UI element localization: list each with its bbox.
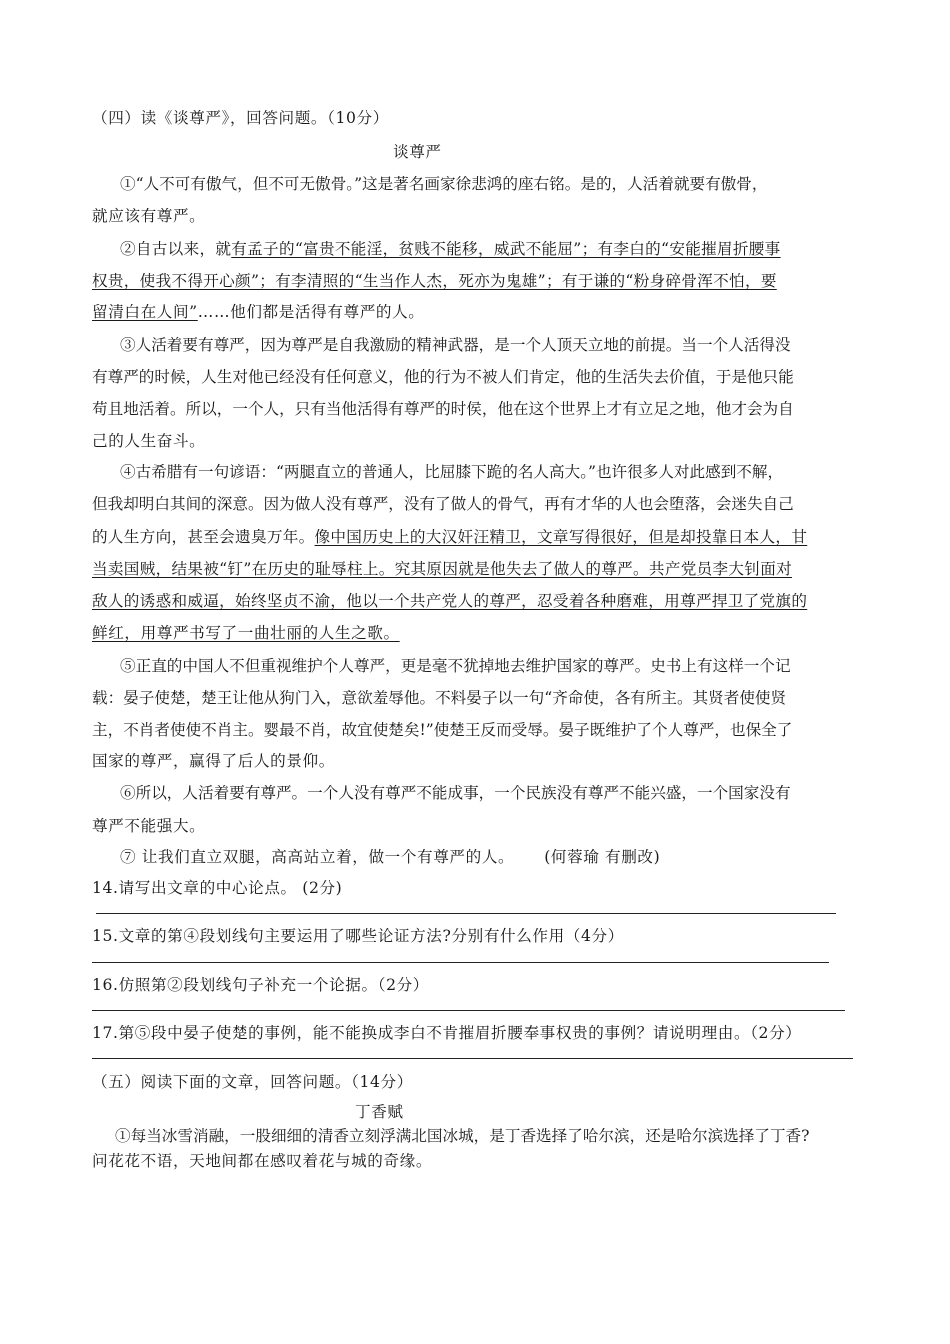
underlined-argument: 有孟子的“富贵不能淫，贫贱不能移，威武不能屈”；有李白的“安能摧眉折腰事 [231, 240, 781, 258]
paragraph-4-line-4 [92, 558, 792, 580]
answer-line-17[interactable] [92, 1058, 853, 1059]
paragraph-6-line-1: ⑥所以，人活着要有尊严。一个人没有尊严不能成事，一个民族没有尊严不能兴盛，一个国家没有 [120, 784, 791, 802]
article-title-dingxiang-fu: 丁香赋 [355, 1103, 404, 1121]
paragraph-4-line-2: 但我却明白其间的深意。因为做人没有尊严，没有了做人的骨气，再有才华的人也会堕落，会迷失自己 [92, 495, 794, 513]
paragraph-3-line-2: 有尊严的时候，人生对他已经没有任何意义，他的行为不被人们肯定，他的生活失去价值，于是他只能 [92, 368, 794, 386]
answer-line-15[interactable] [92, 962, 829, 963]
paragraph-5-line-4: 国家的尊严，赢得了后人的景仰。 [92, 752, 335, 770]
paragraph-2-line-2 [92, 270, 777, 292]
paragraph-3-line-1: ③人活着要有尊严，因为尊严是自我激励的精神武器，是一个人顶天立地的前提。当一个人活得没 [120, 336, 791, 354]
question-16: 16.仿照第②段划线句子补充一个论据。（2分） [92, 976, 430, 994]
paragraph-4-line-5 [92, 590, 807, 612]
paragraph-4-line-3: 的人生方向，甚至会遗臭万年。像中国历史上的大汉奸汪精卫，文章写得很好，但是却投靠日本人，甘 [92, 528, 808, 546]
question-15: 15.文章的第④段划线句主要运用了哪些论证方法?分别有什么作用（4分） [92, 927, 624, 945]
paragraph-4-line-6 [92, 622, 400, 644]
answer-line-14[interactable] [96, 913, 836, 914]
underlined-example: 当卖国贼，结果被“钉”在历史的耻辱柱上。究其原因就是他失去了做人的尊严。共产党员李大钊面对 [92, 560, 792, 578]
question-17: 17.第⑤段中晏子使楚的事例，能不能换成李白不肯摧眉折腰奉事权贵的事例？请说明理由。（2分） [92, 1024, 802, 1042]
paragraph-2-line-3: 留清白在人间”……他们都是活得有尊严的人。 [92, 303, 425, 321]
paragraph-1-line-1: ①“人不可有傲气，但不可无傲骨。”这是著名画家徐悲鸿的座右铭。是的，人活着就要有傲骨， [120, 175, 768, 193]
article-title-tan-zunyan: 谈尊严 [393, 143, 442, 161]
paragraph-5-line-3: 主，不肖者使使不肖主。婴最不肖，故宜使楚矣!”使楚王反而受辱。晏子既维护了个人尊严，也保全了 [92, 721, 793, 739]
section-5-paragraph-1-line-2: 问花花不语，天地间都在感叹着花与城的奇缘。 [92, 1152, 433, 1170]
paragraph-3-line-4: 己的人生奋斗。 [92, 432, 206, 450]
paragraph-3-line-3: 苟且地活着。所以，一个人，只有当他活得有尊严的时侯，他在这个世界上才有立足之地，他才会为自 [92, 400, 794, 418]
underlined-example: 像中国历史上的大汉奸汪精卫，文章写得很好，但是却投靠日本人，甘 [314, 528, 808, 546]
article-source: (何蓉瑜 有删改) [544, 848, 661, 866]
underlined-argument: 权贵，使我不得开心颜”；有李清照的“生当作人杰，死亦为鬼雄”；有于谦的“粉身碎骨浑不怕，要 [92, 272, 777, 290]
underlined-argument: 留清白在人间” [92, 303, 198, 321]
paragraph-4-line-1: ④古希腊有一句谚语：“两腿直立的普通人，比屈膝下跪的名人高大。”也许很多人对此感到不解， [120, 463, 784, 481]
paragraph-1-line-2: 就应该有尊严。 [92, 207, 206, 225]
question-14: 14.请写出文章的中心论点。 (2分) [92, 879, 343, 897]
paragraph-5-line-2: 载：晏子使楚，楚王让他从狗门入，意欲羞辱他。不料晏子以一句“齐命使，各有所主。其贤者使使贤 [92, 689, 787, 707]
paragraph-6-line-2: 尊严不能强大。 [92, 817, 206, 835]
paragraph-7: ⑦ 让我们直立双腿，高高站立着，做一个有尊严的人。 (何蓉瑜 有删改) [120, 848, 661, 866]
section-5-paragraph-1-line-1: ①每当冰雪消融，一股细细的清香立刻浮满北国冰城，是丁香选择了哈尔滨，还是哈尔滨选择了丁香? [115, 1127, 810, 1145]
underlined-example: 鲜红，用尊严书写了一曲壮丽的人生之歌。 [92, 624, 400, 642]
paragraph-5-line-1: ⑤正直的中国人不但重视维护个人尊严，更是毫不犹掉地去维护国家的尊严。史书上有这样一个记 [120, 657, 791, 675]
section-4-heading: （四）读《谈尊严》，回答问题。（10分） [92, 109, 389, 127]
answer-line-16[interactable] [92, 1010, 845, 1011]
section-5-heading: （五）阅读下面的文章，回答问题。（14分） [92, 1073, 413, 1091]
paragraph-2-line-1: ②自古以来，就有孟子的“富贵不能淫，贫贱不能移，威武不能屈”；有李白的“安能摧眉折腰事 [120, 240, 781, 258]
underlined-example: 敌人的诱惑和威逼，始终坚贞不渝，他以一个共产党人的尊严，忍受着各种磨难，用尊严捍卫了党旗的 [92, 592, 808, 610]
